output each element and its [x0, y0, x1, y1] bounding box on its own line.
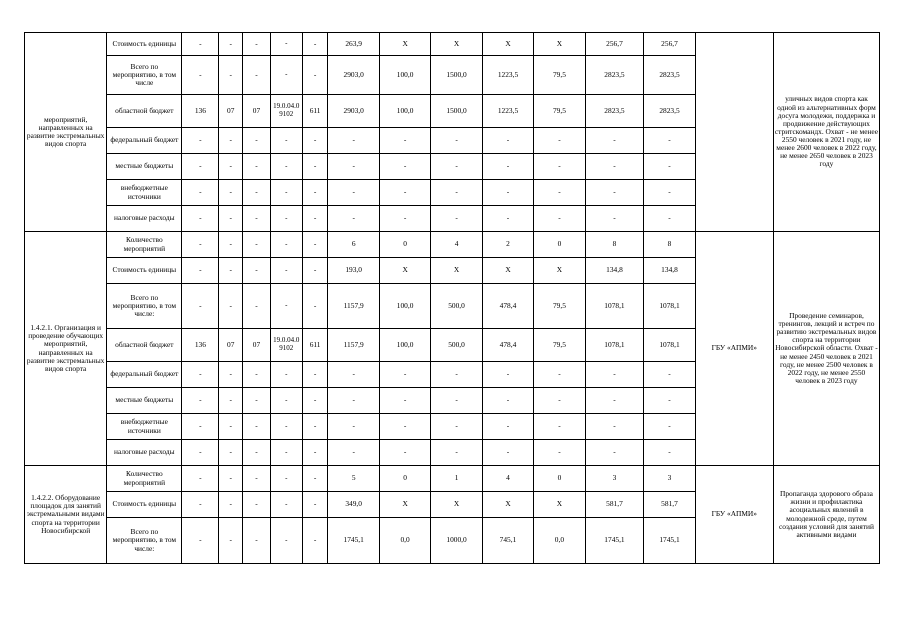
- value-cell-year-2022: -: [482, 414, 533, 440]
- value-cell-col-11: -: [585, 206, 644, 232]
- value-cell-col-11: -: [585, 180, 644, 206]
- value-cell-total: -: [328, 440, 379, 466]
- value-cell-rz: -: [219, 128, 243, 154]
- value-cell-col-11: -: [585, 154, 644, 180]
- value-cell-col-12: -: [644, 414, 695, 440]
- table-row: [25, 33, 880, 56]
- value-cell-csr: -: [270, 492, 302, 518]
- value-cell-col-11: 256,7: [585, 33, 644, 56]
- value-cell-vr: -: [302, 232, 328, 258]
- value-cell-fb-2020: 0: [379, 232, 430, 258]
- value-cell-vr: 611: [302, 329, 328, 362]
- value-cell-col-11: 3: [585, 466, 644, 492]
- value-cell-vr: -: [302, 414, 328, 440]
- value-cell-col-11: -: [585, 362, 644, 388]
- value-cell-pr: 07: [243, 329, 271, 362]
- value-cell-fb-2020: -: [379, 154, 430, 180]
- value-cell-year-2021: -: [431, 414, 482, 440]
- value-cell-col-12: -: [644, 154, 695, 180]
- value-cell-year-2022: -: [482, 206, 533, 232]
- value-cell-fb-2020: -: [379, 206, 430, 232]
- value-cell-year-2023: -: [534, 180, 585, 206]
- value-cell-year-2022: 1223,5: [482, 56, 533, 95]
- value-cell-year-2021: -: [431, 206, 482, 232]
- value-cell-col-12: -: [644, 206, 695, 232]
- value-cell-csr: -: [270, 33, 302, 56]
- value-cell-fb-2020: X: [379, 33, 430, 56]
- value-cell-year-2021: -: [431, 128, 482, 154]
- indicator-cell: местные бюджеты: [107, 154, 182, 180]
- value-cell-csr: -: [270, 206, 302, 232]
- value-cell-year-2022: -: [482, 180, 533, 206]
- value-cell-csr: -: [270, 258, 302, 284]
- value-cell-grbs: -: [182, 440, 219, 466]
- indicator-cell: федеральный бюджет: [107, 128, 182, 154]
- value-cell-grbs: -: [182, 154, 219, 180]
- value-cell-csr: -: [270, 128, 302, 154]
- value-cell-csr: -: [270, 362, 302, 388]
- value-cell-rz: -: [219, 414, 243, 440]
- value-cell-csr: -: [270, 466, 302, 492]
- value-cell-vr: -: [302, 258, 328, 284]
- value-cell-vr: -: [302, 206, 328, 232]
- value-cell-fb-2020: -: [379, 414, 430, 440]
- value-cell-pr: -: [243, 206, 271, 232]
- value-cell-year-2022: 1223,5: [482, 95, 533, 128]
- value-cell-rz: -: [219, 388, 243, 414]
- value-cell-pr: -: [243, 258, 271, 284]
- table-row: [25, 232, 880, 258]
- value-cell-col-12: -: [644, 440, 695, 466]
- executor-cell: ГБУ «АПМИ»: [695, 466, 773, 564]
- value-cell-rz: -: [219, 466, 243, 492]
- value-cell-total: 2903,0: [328, 95, 379, 128]
- value-cell-year-2021: 1500,0: [431, 95, 482, 128]
- value-cell-vr: -: [302, 362, 328, 388]
- value-cell-rz: -: [219, 232, 243, 258]
- value-cell-total: 2903,0: [328, 56, 379, 95]
- activity-name-cell: 1.4.2.1. Организация и проведение обучающих мероприятий, направленных на развитие экстремальных видов спорта: [25, 232, 107, 466]
- value-cell-vr: -: [302, 284, 328, 329]
- value-cell-csr: 19.0.04.0 9102: [270, 329, 302, 362]
- value-cell-col-12: 134,8: [644, 258, 695, 284]
- value-cell-total: -: [328, 362, 379, 388]
- value-cell-rz: -: [219, 33, 243, 56]
- value-cell-col-12: 1078,1: [644, 329, 695, 362]
- value-cell-grbs: 136: [182, 95, 219, 128]
- value-cell-year-2022: -: [482, 388, 533, 414]
- value-cell-col-11: 2823,5: [585, 95, 644, 128]
- value-cell-rz: 07: [219, 329, 243, 362]
- value-cell-col-12: 8: [644, 232, 695, 258]
- value-cell-year-2023: X: [534, 258, 585, 284]
- value-cell-year-2022: X: [482, 33, 533, 56]
- value-cell-grbs: -: [182, 180, 219, 206]
- value-cell-col-12: 2823,5: [644, 56, 695, 95]
- value-cell-vr: -: [302, 518, 328, 564]
- value-cell-year-2023: -: [534, 414, 585, 440]
- value-cell-col-12: 1078,1: [644, 284, 695, 329]
- value-cell-total: -: [328, 414, 379, 440]
- expected-result-cell: уличных видов спорта как одной из альтернативных форм досуга молодежи, поддержка и продвижение действующих стритскомандх. Охват - не менее 2550 человек в 2021 году, не менее 2600 человек в 2022 году, не менее 2650 человек в 2023 году: [773, 33, 879, 232]
- value-cell-fb-2020: X: [379, 258, 430, 284]
- value-cell-vr: 611: [302, 95, 328, 128]
- value-cell-rz: -: [219, 440, 243, 466]
- value-cell-year-2023: -: [534, 388, 585, 414]
- value-cell-fb-2020: -: [379, 128, 430, 154]
- value-cell-year-2022: 478,4: [482, 329, 533, 362]
- value-cell-csr: -: [270, 180, 302, 206]
- value-cell-year-2022: -: [482, 154, 533, 180]
- value-cell-csr: -: [270, 414, 302, 440]
- value-cell-fb-2020: 100,0: [379, 56, 430, 95]
- value-cell-vr: -: [302, 56, 328, 95]
- value-cell-year-2021: 1000,0: [431, 518, 482, 564]
- value-cell-pr: -: [243, 128, 271, 154]
- value-cell-grbs: -: [182, 128, 219, 154]
- value-cell-fb-2020: 0: [379, 466, 430, 492]
- value-cell-total: -: [328, 206, 379, 232]
- value-cell-total: 193,0: [328, 258, 379, 284]
- value-cell-col-11: 8: [585, 232, 644, 258]
- indicator-cell: местные бюджеты: [107, 388, 182, 414]
- indicator-cell: федеральный бюджет: [107, 362, 182, 388]
- value-cell-year-2023: 79,5: [534, 329, 585, 362]
- value-cell-pr: -: [243, 154, 271, 180]
- executor-cell: [695, 33, 773, 232]
- value-cell-year-2021: 4: [431, 232, 482, 258]
- value-cell-grbs: -: [182, 414, 219, 440]
- value-cell-col-11: 2823,5: [585, 56, 644, 95]
- value-cell-year-2021: X: [431, 33, 482, 56]
- value-cell-rz: -: [219, 180, 243, 206]
- value-cell-year-2021: 500,0: [431, 329, 482, 362]
- value-cell-col-11: -: [585, 414, 644, 440]
- value-cell-col-11: -: [585, 128, 644, 154]
- indicator-cell: налоговые расходы: [107, 440, 182, 466]
- value-cell-total: -: [328, 180, 379, 206]
- value-cell-year-2021: 1500,0: [431, 56, 482, 95]
- value-cell-year-2023: -: [534, 440, 585, 466]
- indicator-cell: внебюджетные источники: [107, 180, 182, 206]
- activity-name-cell: 1.4.2.2. Оборудование площадок для занятий экстремальными видами спорта на территории Новосибирской: [25, 466, 107, 564]
- value-cell-fb-2020: 100,0: [379, 329, 430, 362]
- value-cell-year-2021: -: [431, 154, 482, 180]
- value-cell-year-2021: 500,0: [431, 284, 482, 329]
- value-cell-col-12: 3: [644, 466, 695, 492]
- value-cell-csr: -: [270, 232, 302, 258]
- indicator-cell: Всего по мероприятию, в том числе:: [107, 518, 182, 564]
- value-cell-year-2022: 2: [482, 232, 533, 258]
- value-cell-fb-2020: -: [379, 362, 430, 388]
- value-cell-year-2023: 79,5: [534, 284, 585, 329]
- value-cell-total: 6: [328, 232, 379, 258]
- value-cell-grbs: -: [182, 518, 219, 564]
- value-cell-year-2022: 745,1: [482, 518, 533, 564]
- value-cell-year-2022: X: [482, 492, 533, 518]
- indicator-cell: областной бюджет: [107, 95, 182, 128]
- value-cell-rz: -: [219, 206, 243, 232]
- value-cell-rz: -: [219, 492, 243, 518]
- value-cell-total: 1745,1: [328, 518, 379, 564]
- indicator-cell: Количество мероприятий: [107, 466, 182, 492]
- value-cell-year-2023: X: [534, 492, 585, 518]
- value-cell-year-2023: 79,5: [534, 95, 585, 128]
- value-cell-year-2021: 1: [431, 466, 482, 492]
- value-cell-total: 263,9: [328, 33, 379, 56]
- value-cell-pr: -: [243, 284, 271, 329]
- value-cell-vr: -: [302, 180, 328, 206]
- value-cell-year-2023: -: [534, 362, 585, 388]
- value-cell-col-12: 256,7: [644, 33, 695, 56]
- value-cell-year-2021: -: [431, 388, 482, 414]
- value-cell-csr: -: [270, 518, 302, 564]
- value-cell-year-2021: X: [431, 492, 482, 518]
- value-cell-pr: -: [243, 362, 271, 388]
- value-cell-total: 1157,9: [328, 284, 379, 329]
- value-cell-grbs: -: [182, 56, 219, 95]
- value-cell-fb-2020: X: [379, 492, 430, 518]
- value-cell-col-11: 1745,1: [585, 518, 644, 564]
- indicator-cell: Стоимость единицы: [107, 258, 182, 284]
- value-cell-year-2023: 0,0: [534, 518, 585, 564]
- value-cell-year-2021: -: [431, 362, 482, 388]
- value-cell-vr: -: [302, 388, 328, 414]
- value-cell-rz: -: [219, 258, 243, 284]
- indicator-cell: Количество мероприятий: [107, 232, 182, 258]
- value-cell-fb-2020: 100,0: [379, 284, 430, 329]
- value-cell-year-2023: -: [534, 206, 585, 232]
- value-cell-rz: -: [219, 154, 243, 180]
- value-cell-pr: -: [243, 33, 271, 56]
- value-cell-total: -: [328, 154, 379, 180]
- value-cell-total: 5: [328, 466, 379, 492]
- value-cell-grbs: -: [182, 232, 219, 258]
- value-cell-fb-2020: -: [379, 388, 430, 414]
- value-cell-col-12: 2823,5: [644, 95, 695, 128]
- value-cell-pr: -: [243, 414, 271, 440]
- value-cell-grbs: -: [182, 206, 219, 232]
- value-cell-fb-2020: -: [379, 440, 430, 466]
- program-activities-table: [24, 32, 880, 564]
- activity-name-cell: мероприятий, направленных на развитие экстремальных видов спорта: [25, 33, 107, 232]
- value-cell-col-11: -: [585, 388, 644, 414]
- value-cell-col-11: 134,8: [585, 258, 644, 284]
- table-body: [25, 33, 880, 564]
- value-cell-year-2023: -: [534, 128, 585, 154]
- value-cell-pr: 07: [243, 95, 271, 128]
- value-cell-vr: -: [302, 33, 328, 56]
- value-cell-pr: -: [243, 56, 271, 95]
- value-cell-pr: -: [243, 518, 271, 564]
- value-cell-total: 1157,9: [328, 329, 379, 362]
- indicator-cell: Всего по мероприятию, в том числе: [107, 56, 182, 95]
- value-cell-pr: -: [243, 466, 271, 492]
- value-cell-pr: -: [243, 180, 271, 206]
- value-cell-grbs: -: [182, 258, 219, 284]
- value-cell-csr: -: [270, 284, 302, 329]
- value-cell-year-2023: 0: [534, 232, 585, 258]
- value-cell-pr: -: [243, 232, 271, 258]
- value-cell-csr: -: [270, 440, 302, 466]
- value-cell-csr: -: [270, 154, 302, 180]
- value-cell-rz: -: [219, 284, 243, 329]
- value-cell-year-2022: X: [482, 258, 533, 284]
- value-cell-pr: -: [243, 388, 271, 414]
- expected-result-cell: Проведение семинаров, тренингов, лекций и встреч по развитию экстремальных видов спорта на территории Новосибирской области. Охват - не менее 2450 человек в 2021 году, не менее 2500 человек в 2022 году, не менее 2550 человек в 2023 году: [773, 232, 879, 466]
- value-cell-col-12: -: [644, 388, 695, 414]
- value-cell-vr: -: [302, 466, 328, 492]
- value-cell-year-2022: 4: [482, 466, 533, 492]
- value-cell-grbs: -: [182, 362, 219, 388]
- value-cell-year-2022: -: [482, 362, 533, 388]
- value-cell-col-12: -: [644, 180, 695, 206]
- value-cell-col-11: 1078,1: [585, 329, 644, 362]
- indicator-cell: Стоимость единицы: [107, 492, 182, 518]
- value-cell-total: 349,0: [328, 492, 379, 518]
- value-cell-col-11: -: [585, 440, 644, 466]
- value-cell-vr: -: [302, 128, 328, 154]
- value-cell-pr: -: [243, 492, 271, 518]
- value-cell-total: -: [328, 128, 379, 154]
- value-cell-csr: -: [270, 56, 302, 95]
- expected-result-cell: Пропаганда здорового образа жизни и профилактика асоциальных явлений в молодежной среде, путем создания условий для занятий активными видами: [773, 466, 879, 564]
- value-cell-grbs: -: [182, 492, 219, 518]
- value-cell-year-2023: X: [534, 33, 585, 56]
- value-cell-year-2022: -: [482, 128, 533, 154]
- value-cell-vr: -: [302, 492, 328, 518]
- indicator-cell: внебюджетные источники: [107, 414, 182, 440]
- value-cell-grbs: -: [182, 466, 219, 492]
- value-cell-grbs: -: [182, 388, 219, 414]
- value-cell-year-2023: 79,5: [534, 56, 585, 95]
- value-cell-col-12: 1745,1: [644, 518, 695, 564]
- value-cell-vr: -: [302, 440, 328, 466]
- value-cell-pr: -: [243, 440, 271, 466]
- value-cell-col-12: -: [644, 362, 695, 388]
- value-cell-total: -: [328, 388, 379, 414]
- value-cell-rz: -: [219, 56, 243, 95]
- value-cell-grbs: -: [182, 284, 219, 329]
- indicator-cell: Стоимость единицы: [107, 33, 182, 56]
- value-cell-year-2022: 478,4: [482, 284, 533, 329]
- value-cell-csr: 19.0.04.0 9102: [270, 95, 302, 128]
- value-cell-col-11: 581,7: [585, 492, 644, 518]
- value-cell-col-12: -: [644, 128, 695, 154]
- value-cell-year-2021: -: [431, 440, 482, 466]
- value-cell-col-11: 1078,1: [585, 284, 644, 329]
- value-cell-year-2022: -: [482, 440, 533, 466]
- value-cell-year-2021: -: [431, 180, 482, 206]
- executor-cell: ГБУ «АПМИ»: [695, 232, 773, 466]
- value-cell-csr: -: [270, 388, 302, 414]
- indicator-cell: Всего по мероприятию, в том числе:: [107, 284, 182, 329]
- value-cell-grbs: -: [182, 33, 219, 56]
- value-cell-year-2023: 0: [534, 466, 585, 492]
- value-cell-fb-2020: 100,0: [379, 95, 430, 128]
- value-cell-rz: -: [219, 518, 243, 564]
- value-cell-grbs: 136: [182, 329, 219, 362]
- indicator-cell: областной бюджет: [107, 329, 182, 362]
- indicator-cell: налоговые расходы: [107, 206, 182, 232]
- value-cell-year-2021: X: [431, 258, 482, 284]
- value-cell-fb-2020: -: [379, 180, 430, 206]
- value-cell-year-2023: -: [534, 154, 585, 180]
- table-row: [25, 466, 880, 492]
- value-cell-vr: -: [302, 154, 328, 180]
- value-cell-rz: -: [219, 362, 243, 388]
- value-cell-fb-2020: 0,0: [379, 518, 430, 564]
- value-cell-rz: 07: [219, 95, 243, 128]
- value-cell-col-12: 581,7: [644, 492, 695, 518]
